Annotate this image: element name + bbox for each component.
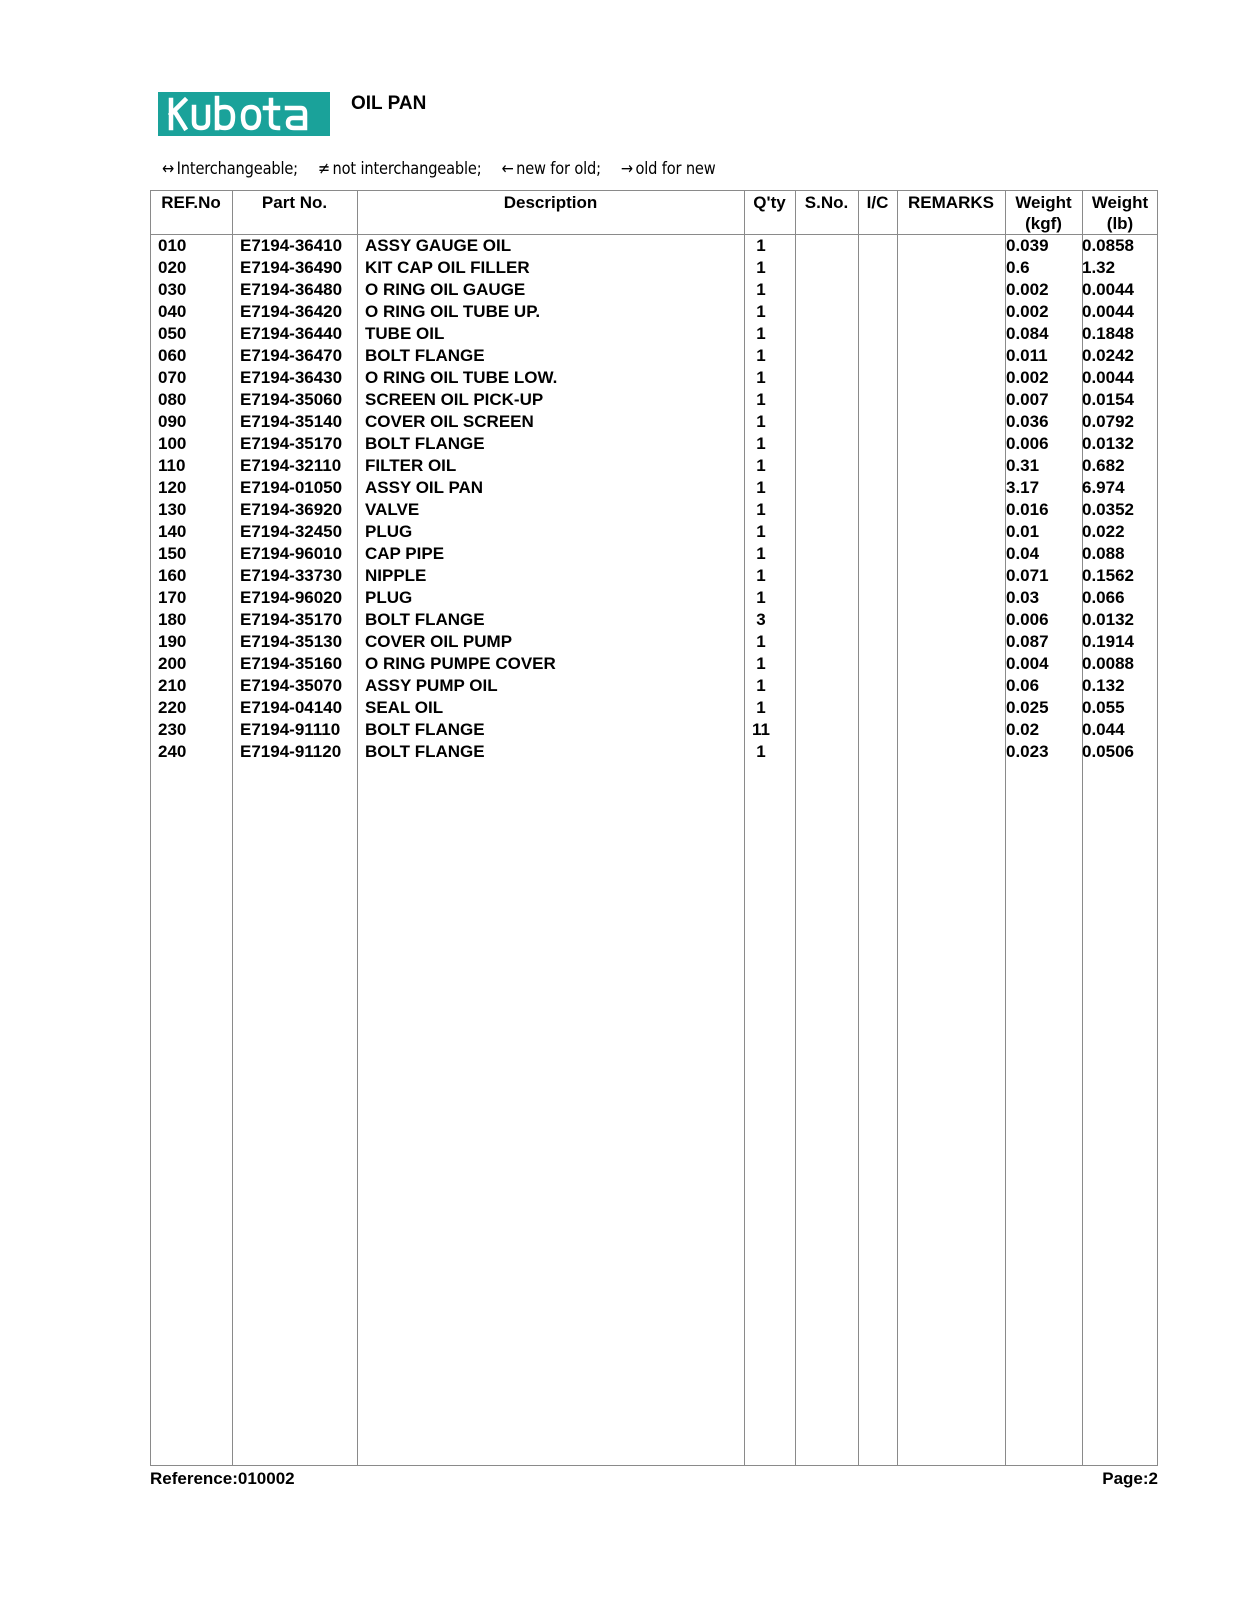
legend-item-interchangeable (162, 159, 298, 179)
left-arrow-icon: ← (501, 159, 514, 179)
table-row (150, 257, 1158, 279)
col-header-qty: Q'ty (753, 193, 786, 212)
weight-kgf-cell: 0.011 (1006, 346, 1048, 365)
description-cell: NIPPLE (365, 566, 427, 585)
weight-lb-cell: 0.1848 (1082, 324, 1134, 343)
part-number-cell: E7194-91120 (240, 742, 342, 761)
table-row (150, 543, 1158, 565)
quantity-cell: 1 (756, 478, 766, 497)
weight-kgf-cell: 0.084 (1006, 324, 1049, 343)
weight-kgf-cell: 0.03 (1006, 588, 1040, 607)
weight-lb-cell: 0.055 (1082, 698, 1125, 717)
quantity-cell: 1 (756, 544, 766, 563)
quantity-cell: 1 (756, 412, 766, 431)
quantity-cell: 1 (756, 742, 766, 761)
quantity-cell: 1 (756, 522, 766, 541)
ref-number-cell: 130 (158, 500, 187, 519)
part-number-cell: E7194-36430 (240, 368, 343, 387)
table-row (150, 433, 1158, 455)
description-cell: ASSY GAUGE OIL (365, 236, 512, 255)
weight-kgf-cell: 0.071 (1006, 566, 1049, 585)
description-cell: BOLT FLANGE (365, 434, 485, 453)
ref-number-cell: 190 (158, 632, 187, 651)
table-row (150, 345, 1158, 367)
part-number-cell: E7194-32450 (240, 522, 343, 541)
weight-lb-cell: 0.682 (1082, 456, 1125, 475)
part-number-cell: E7194-01050 (240, 478, 343, 497)
part-number-cell: E7194-36480 (240, 280, 343, 299)
weight-kgf-cell: 0.002 (1006, 368, 1049, 387)
table-row (150, 741, 1158, 763)
description-cell: PLUG (365, 522, 413, 541)
part-number-cell: E7194-36470 (240, 346, 343, 365)
quantity-cell: 1 (756, 280, 766, 299)
quantity-cell: 1 (756, 368, 766, 387)
quantity-cell: 1 (756, 324, 766, 343)
col-header-remarks: REMARKS (908, 193, 994, 212)
ref-number-cell: 060 (158, 346, 187, 365)
col-header-part-no: Part No. (261, 193, 328, 212)
quantity-cell: 1 (756, 632, 766, 651)
quantity-cell: 11 (752, 720, 770, 739)
weight-lb-cell: 0.0044 (1082, 368, 1134, 387)
weight-kgf-cell: 0.025 (1006, 698, 1049, 717)
weight-lb-cell: 0.088 (1082, 544, 1125, 563)
parts-table-body (150, 235, 1158, 763)
quantity-cell: 1 (756, 698, 766, 717)
table-row (150, 411, 1158, 433)
ref-number-cell: 220 (158, 698, 187, 717)
ref-number-cell: 090 (158, 412, 187, 431)
table-row (150, 521, 1158, 543)
description-cell: BOLT FLANGE (365, 742, 485, 761)
quantity-cell: 1 (756, 346, 766, 365)
description-cell: COVER OIL PUMP (365, 632, 513, 651)
description-cell: SCREEN OIL PICK-UP (365, 390, 544, 409)
description-cell: ASSY OIL PAN (365, 478, 484, 497)
weight-lb-cell: 0.0858 (1082, 236, 1134, 255)
weight-lb-cell: 0.0132 (1082, 434, 1134, 453)
quantity-cell: 1 (756, 500, 766, 519)
part-number-cell: E7194-91110 (240, 720, 341, 739)
col-header-ic: I/C (866, 193, 889, 212)
interchangeability-legend (162, 159, 731, 179)
weight-lb-cell: 0.0044 (1082, 302, 1134, 321)
weight-kgf-cell: 0.023 (1006, 742, 1049, 761)
part-number-cell: E7194-36410 (240, 236, 343, 255)
part-number-cell: E7194-35130 (240, 632, 343, 651)
table-row (150, 279, 1158, 301)
weight-lb-cell: 0.0506 (1082, 742, 1134, 761)
table-row (150, 675, 1158, 697)
ref-number-cell: 020 (158, 258, 187, 277)
page-title: OIL PAN (351, 93, 427, 114)
kubota-logo (158, 92, 330, 136)
weight-kgf-cell: 0.007 (1006, 390, 1049, 409)
table-row (150, 719, 1158, 741)
quantity-cell: 1 (756, 566, 766, 585)
table-row (150, 697, 1158, 719)
table-row (150, 367, 1158, 389)
weight-kgf-cell: 0.039 (1006, 236, 1049, 255)
description-cell: BOLT FLANGE (365, 610, 485, 629)
page-number: Page:2 (1102, 1469, 1158, 1488)
table-row (150, 477, 1158, 499)
quantity-cell: 1 (756, 654, 766, 673)
weight-lb-cell: 1.32 (1082, 258, 1116, 277)
table-row (150, 609, 1158, 631)
ref-number-cell: 140 (158, 522, 187, 541)
ref-number-cell: 230 (158, 720, 187, 739)
weight-kgf-cell: 0.01 (1006, 522, 1040, 541)
part-number-cell: E7194-36440 (240, 324, 343, 343)
right-arrow-icon: → (620, 159, 633, 179)
description-cell: FILTER OIL (365, 456, 457, 475)
weight-kgf-cell: 0.004 (1006, 654, 1049, 673)
ref-number-cell: 110 (158, 456, 186, 475)
weight-lb-cell: 0.0792 (1082, 412, 1134, 431)
part-number-cell: E7194-35170 (240, 434, 343, 453)
weight-lb-cell: 0.0044 (1082, 280, 1134, 299)
quantity-cell: 1 (756, 588, 766, 607)
table-row (150, 631, 1158, 653)
description-cell: TUBE OIL (365, 324, 445, 343)
weight-kgf-cell: 0.006 (1006, 610, 1049, 629)
description-cell: SEAL OIL (365, 698, 444, 717)
description-cell: O RING OIL GAUGE (365, 280, 526, 299)
ref-number-cell: 100 (158, 434, 187, 453)
description-cell: CAP PIPE (365, 544, 445, 563)
part-number-cell: E7194-35060 (240, 390, 343, 409)
double-arrow-icon: ↔ (162, 159, 175, 179)
table-row (150, 565, 1158, 587)
part-number-cell: E7194-35170 (240, 610, 343, 629)
legend-label: not interchangeable; (332, 159, 482, 179)
reference-number: Reference:010002 (150, 1469, 295, 1488)
description-cell: COVER OIL SCREEN (365, 412, 534, 431)
part-number-cell: E7194-36420 (240, 302, 343, 321)
ref-number-cell: 080 (158, 390, 187, 409)
legend-item-new-for-old (501, 159, 600, 179)
part-number-cell: E7194-36490 (240, 258, 343, 277)
quantity-cell: 1 (756, 302, 766, 321)
quantity-cell: 1 (756, 258, 766, 277)
weight-lb-cell: 0.022 (1082, 522, 1125, 541)
part-number-cell: E7194-35160 (240, 654, 343, 673)
ref-number-cell: 150 (158, 544, 187, 563)
part-number-cell: E7194-33730 (240, 566, 343, 585)
description-cell: O RING PUMPE COVER (365, 654, 556, 673)
description-cell: O RING OIL TUBE UP. (365, 302, 541, 321)
part-number-cell: E7194-96010 (240, 544, 343, 563)
legend-label: new for old; (516, 159, 601, 179)
weight-kgf-cell: 0.06 (1006, 676, 1040, 695)
legend-item-old-for-new (621, 159, 716, 179)
description-cell: O RING OIL TUBE LOW. (365, 368, 558, 387)
table-row (150, 587, 1158, 609)
quantity-cell: 1 (756, 434, 766, 453)
ref-number-cell: 030 (158, 280, 187, 299)
weight-lb-cell: 6.974 (1082, 478, 1125, 497)
table-row (150, 389, 1158, 411)
part-number-cell: E7194-96020 (240, 588, 343, 607)
weight-lb-cell: 0.0154 (1082, 390, 1134, 409)
description-cell: BOLT FLANGE (365, 346, 485, 365)
weight-kgf-cell: 0.31 (1006, 456, 1040, 475)
table-row (150, 653, 1158, 675)
description-cell: ASSY PUMP OIL (365, 676, 498, 695)
ref-number-cell: 160 (158, 566, 187, 585)
weight-kgf-cell: 0.087 (1006, 632, 1049, 651)
legend-label: old for new (635, 159, 716, 179)
not-equal-icon: ≠ (317, 159, 330, 179)
weight-lb-cell: 0.132 (1082, 676, 1125, 695)
weight-kgf-cell: 0.002 (1006, 302, 1049, 321)
quantity-cell: 1 (756, 236, 766, 255)
ref-number-cell: 170 (158, 588, 187, 607)
part-number-cell: E7194-04140 (240, 698, 343, 717)
weight-kgf-cell: 0.036 (1006, 412, 1049, 431)
ref-number-cell: 120 (158, 478, 187, 497)
ref-number-cell: 200 (158, 654, 187, 673)
legend-label: Interchangeable; (176, 159, 298, 179)
weight-kgf-cell: 0.016 (1006, 500, 1049, 519)
weight-kgf-cell: 0.04 (1006, 544, 1040, 563)
weight-lb-cell: 0.066 (1082, 588, 1125, 607)
weight-lb-cell: 0.044 (1082, 720, 1125, 739)
kubota-logo-mark (163, 95, 325, 133)
weight-lb-cell: 0.0242 (1082, 346, 1134, 365)
table-row (150, 455, 1158, 477)
ref-number-cell: 070 (158, 368, 187, 387)
part-number-cell: E7194-36920 (240, 500, 343, 519)
col-header-sno: S.No. (804, 193, 849, 212)
ref-number-cell: 180 (158, 610, 187, 629)
quantity-cell: 1 (756, 456, 766, 475)
ref-number-cell: 240 (158, 742, 187, 761)
description-cell: PLUG (365, 588, 413, 607)
quantity-cell: 3 (756, 610, 766, 629)
table-row (150, 301, 1158, 323)
ref-number-cell: 210 (158, 676, 187, 695)
ref-number-cell: 010 (158, 236, 187, 255)
weight-kgf-cell: 0.6 (1006, 258, 1030, 277)
ref-number-cell: 050 (158, 324, 187, 343)
table-row (150, 323, 1158, 345)
weight-lb-cell: 0.0088 (1082, 654, 1134, 673)
weight-lb-cell: 0.1914 (1082, 632, 1134, 651)
col-header-ref: REF.No (161, 193, 221, 212)
weight-lb-cell: 0.1562 (1082, 566, 1134, 585)
table-row (150, 499, 1158, 521)
col-header-weight-kgf: Weight (kgf) (1015, 193, 1072, 233)
col-header-description: Description (503, 193, 598, 212)
part-number-cell: E7194-32110 (240, 456, 342, 475)
part-number-cell: E7194-35140 (240, 412, 343, 431)
weight-lb-cell: 0.0352 (1082, 500, 1134, 519)
description-cell: BOLT FLANGE (365, 720, 485, 739)
weight-kgf-cell: 0.006 (1006, 434, 1049, 453)
description-cell: VALVE (365, 500, 420, 519)
weight-kgf-cell: 3.17 (1006, 478, 1040, 497)
weight-lb-cell: 0.0132 (1082, 610, 1134, 629)
description-cell: KIT CAP OIL FILLER (365, 258, 530, 277)
part-number-cell: E7194-35070 (240, 676, 343, 695)
legend-item-not-interchangeable (318, 159, 482, 179)
quantity-cell: 1 (756, 676, 766, 695)
quantity-cell: 1 (756, 390, 766, 409)
weight-kgf-cell: 0.002 (1006, 280, 1049, 299)
col-header-weight-lb: Weight (lb) (1091, 193, 1149, 233)
ref-number-cell: 040 (158, 302, 187, 321)
weight-kgf-cell: 0.02 (1006, 720, 1040, 739)
table-row (150, 235, 1158, 257)
